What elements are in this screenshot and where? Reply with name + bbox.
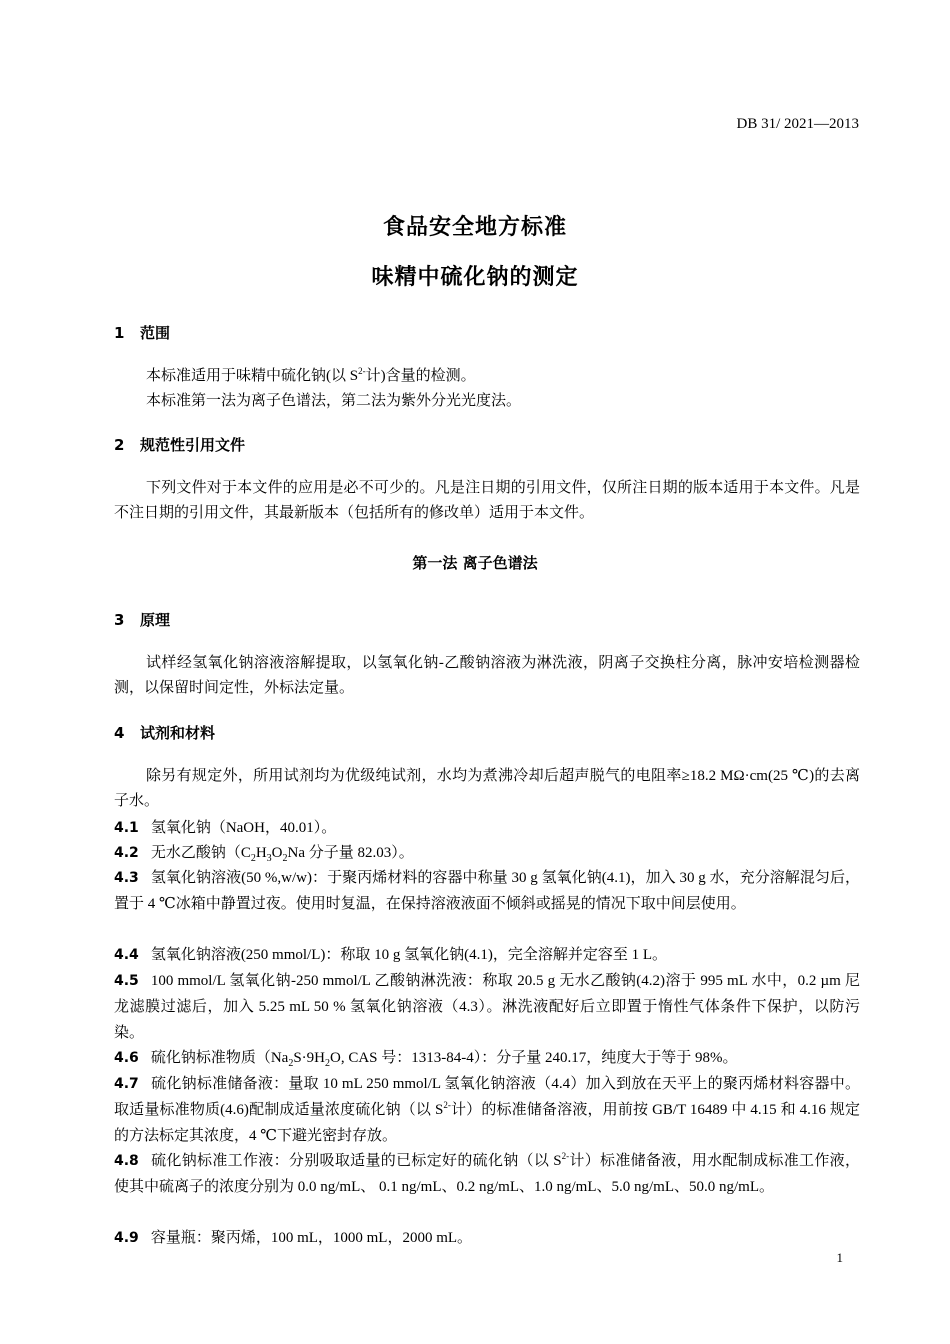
item-number: 4.7 bbox=[114, 1076, 139, 1092]
item-number: 4.4 bbox=[114, 947, 139, 963]
item-4-4 bbox=[114, 942, 860, 968]
section-2-paragraph: 下列文件对于本文件的应用是必不可少的。凡是注日期的引用文件，仅所注日期的版本适用于本文件。凡是不注日期的引用文件，其最新版本（包括所有的修改单）适用于本文件。 bbox=[114, 480, 860, 521]
item-4-1 bbox=[114, 815, 860, 841]
text-run: H bbox=[255, 845, 267, 861]
section-4-intro: 除另有规定外，所用试剂均为优级纯试剂，水均为煮沸冷却后超声脱气的电阻率≥18.2 MΩ·cm(25 ℃)的去离子水。 bbox=[114, 768, 860, 809]
text-run: 硫化钠标准储备液：量取 10 mL 250 mmol/L 氢氧化钠溶液（4.4）加入到放在天平上的聚丙烯材料容器中。取适量标准物质(4.6)配制成适量浓度硫化钠（以 S bbox=[114, 1076, 860, 1118]
section-number: 4 bbox=[114, 724, 125, 742]
item-4-2 bbox=[114, 840, 860, 866]
subscript: 2 bbox=[250, 853, 256, 864]
item-text: 氢氧化钠溶液(250 mmol/L)：称取 10 g 氢氧化钠(4.1)，完全溶解并定容至 1 L。 bbox=[150, 947, 668, 963]
item-number: 4.1 bbox=[114, 820, 139, 836]
item-number: 4.5 bbox=[114, 973, 139, 989]
text-run: 本标准适用于味精中硫化钠(以 S bbox=[146, 368, 359, 384]
section-title: 原理 bbox=[140, 611, 171, 629]
text-run: 计)含量的检测。 bbox=[365, 368, 476, 384]
section-3-paragraph: 试样经氢氧化钠溶液溶解提取，以氢氧化钠-乙酸钠溶液为淋洗液，阴离子交换柱分离，脉冲安培检测器检测，以保留时间定性，外标法定量。 bbox=[114, 655, 860, 696]
superscript: 2- bbox=[443, 1100, 451, 1110]
standard-title: 食品安全地方标准 bbox=[382, 215, 567, 240]
item-4-9 bbox=[114, 1225, 860, 1251]
item-text: 氢氧化钠（NaOH，40.01）。 bbox=[150, 820, 337, 836]
text-run: 计）的标准储备溶液，用前按 GB/T 16489 中 4.15 和 4.16 规定的方法标定其浓度，4 ℃下避光密封存放。 bbox=[114, 1102, 860, 1144]
item-text: 容量瓶：聚丙烯，100 mL，1000 mL，2000 mL。 bbox=[150, 1230, 473, 1246]
section-number: 2 bbox=[114, 436, 125, 454]
section-1-paragraph-1 bbox=[146, 364, 892, 389]
text-run: 硫化钠标准物质（Na bbox=[150, 1050, 289, 1066]
item-number: 4.2 bbox=[114, 845, 139, 861]
item-number: 4.9 bbox=[114, 1230, 139, 1246]
text-run: O, CAS 号：1313-84-4）：分子量 240.17，纯度大于等于 98%。 bbox=[329, 1050, 738, 1066]
page-number: 1 bbox=[836, 1250, 843, 1265]
section-4-heading bbox=[114, 722, 215, 743]
document-code: DB 31/ 2021—2013 bbox=[736, 116, 859, 132]
subscript: 3 bbox=[266, 853, 272, 864]
standard-subtitle: 味精中硫化钠的测定 bbox=[371, 265, 579, 290]
item-4-6 bbox=[114, 1045, 860, 1071]
item-4-8 bbox=[114, 1148, 860, 1200]
item-4-5 bbox=[114, 968, 860, 1046]
superscript: 2- bbox=[561, 1151, 570, 1161]
item-text: 氢氧化钠溶液(50 %,w/w)：于聚丙烯材料的容器中称量 30 g 氢氧化钠(4.1)，加入 30 g 水，充分溶解混匀后，置于 4 ℃冰箱中静置过夜。使用时复温，在保持溶液液面不倾斜或摇晃的情况下取中间层使用。 bbox=[114, 870, 860, 912]
section-title: 试剂和材料 bbox=[140, 724, 216, 742]
item-4-3 bbox=[114, 865, 860, 917]
text-run: Na 分子量 82.03）。 bbox=[287, 845, 414, 861]
method-title: 第一法 离子色谱法 bbox=[412, 554, 538, 572]
section-3-heading bbox=[114, 609, 170, 630]
text-run: S·9H bbox=[293, 1050, 325, 1066]
item-number: 4.8 bbox=[114, 1153, 139, 1169]
section-1-heading bbox=[114, 322, 170, 343]
text-run: 硫化钠标准工作液：分别吸取适量的已标定好的硫化钠（以 S bbox=[150, 1153, 562, 1169]
text-run: O bbox=[271, 845, 283, 861]
text-run: 无水乙酸钠（C bbox=[150, 845, 251, 861]
item-4-7 bbox=[114, 1071, 860, 1149]
text-run: 计）标准储备液，用水配制成标准工作液，使其中硫离子的浓度分别为 0.0 ng/mL、 0.1 ng/mL、0.2 ng/mL、1.0 ng/mL、5.0 ng/mL、50.0 ng/mL。 bbox=[114, 1153, 860, 1195]
subscript: 2 bbox=[288, 1058, 294, 1069]
section-number: 3 bbox=[114, 611, 125, 629]
section-1-paragraph-2: 本标准第一法为离子色谱法，第二法为紫外分光光度法。 bbox=[146, 393, 522, 409]
section-number: 1 bbox=[114, 324, 125, 342]
subscript: 2 bbox=[282, 853, 288, 864]
item-number: 4.6 bbox=[114, 1050, 139, 1066]
superscript: 2- bbox=[358, 366, 366, 376]
section-title: 规范性引用文件 bbox=[140, 436, 246, 454]
item-text: 100 mmol/L 氢氧化钠-250 mmol/L 乙酸钠淋洗液：称取 20.5 g 无水乙酸钠(4.2)溶于 995 mL 水中，0.2 µm 尼龙滤膜过滤后，加入 5.25 mL 50 % 氢氧化钠溶液（4.3）。淋洗液配好后立即置于惰性气体条件下保护，以防污染。 bbox=[114, 973, 860, 1041]
item-number: 4.3 bbox=[114, 870, 139, 886]
section-title: 范围 bbox=[140, 324, 171, 342]
subscript: 2 bbox=[324, 1058, 330, 1069]
section-2-heading bbox=[114, 434, 245, 455]
